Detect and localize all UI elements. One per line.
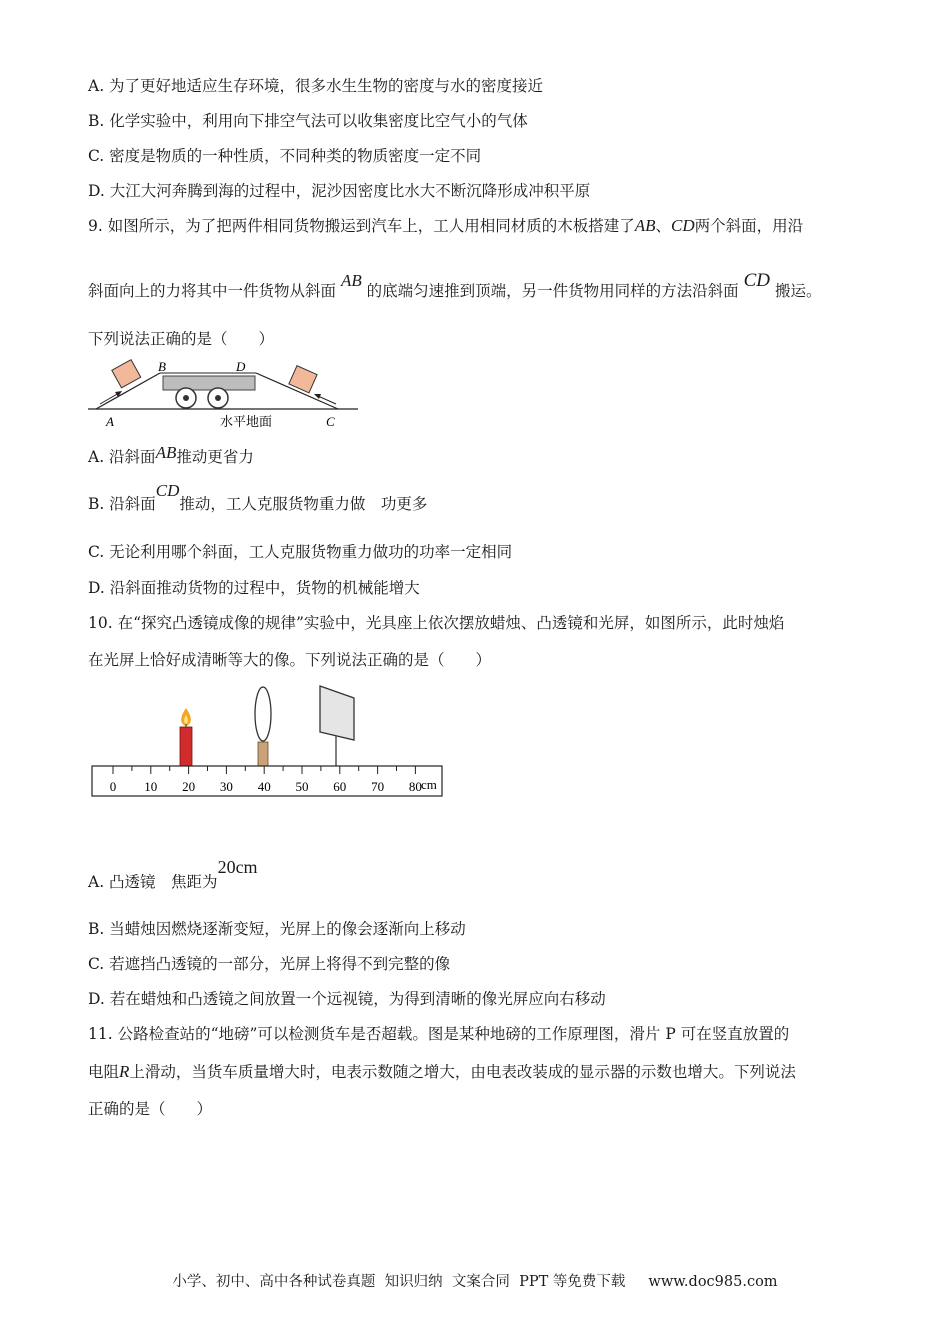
q9-option-d: D. 沿斜面推动货物的过程中，货物的机械能增大 [88, 579, 420, 597]
q9-option-a [88, 443, 254, 468]
q10-stem-line1: 10. 在“探究凸透镜成像的规律”实验中，光具座上依次摆放蜡烛、凸透镜和光屏，如图所示，此时烛焰 [88, 614, 785, 632]
q10-stem-line2: 在光屏上恰好成清晰等大的像。下列说法正确的是（ ） [88, 651, 492, 669]
q9-option-b-text-b: 推动，工人克服货物重力做 功更多 [179, 495, 428, 513]
push-arrow-left-head [115, 391, 122, 397]
q9-stem1-math-cd: CD [671, 216, 695, 235]
ruler-tick-label: 0 [109, 779, 117, 794]
page-footer: 小学、初中、高中各种试卷真题 知识归纳 文案合同 PPT 等免费下载 www.doc985.com [172, 1274, 778, 1290]
truck-bed [163, 376, 255, 390]
q9-stem2-text-b: 的底端匀速推到顶端，另一件货物用同样的方法沿斜面 [366, 282, 739, 300]
ramp-figure [88, 358, 363, 433]
q9-stem2-math-cd: CD [743, 270, 771, 291]
q10-option-a-math: 20cm [217, 857, 258, 877]
q10-option-c: C. 若遮挡凸透镜的一部分，光屏上将得不到完整的像 [88, 955, 451, 973]
q11-stem-line2 [88, 1061, 796, 1083]
ruler-tick-label: 80 [408, 779, 422, 794]
q11-stem2-text-a: 电阻 [88, 1063, 120, 1081]
label-c: C [326, 414, 335, 429]
q9-stem1-sep: 、 [655, 217, 672, 235]
q9-option-b-math: CD [155, 481, 180, 500]
ruler-tick-label: 50 [295, 779, 309, 794]
light-screen [320, 686, 354, 740]
push-arrow-left [100, 393, 119, 404]
optical-bench-figure [88, 680, 448, 800]
label-a: A [106, 414, 114, 429]
q9-option-a-text-b: 推动更省力 [176, 448, 254, 466]
q11-stem2-text-b: 上滑动，当货车质量增大时，电表示数随之增大，由电表改装成的显示器的示数也增大。下列说法 [129, 1063, 796, 1081]
ruler-tick-label: 10 [144, 779, 158, 794]
q9-option-b [88, 481, 428, 515]
ground-label: 水平地面 [220, 414, 273, 429]
label-d: D [236, 359, 246, 374]
q10-option-b: B. 当蜡烛因燃烧逐渐变短，光屏上的像会逐渐向上移动 [88, 920, 466, 938]
truck-hub-right [215, 395, 221, 401]
ruler-tick-label: 30 [219, 779, 233, 794]
ruler-tick-label: 70 [371, 779, 385, 794]
truck-hub-left [183, 395, 189, 401]
push-arrow-right-head [314, 394, 321, 399]
q9-stem1-math-ab: AB [634, 216, 656, 235]
cargo-box-left [112, 360, 141, 388]
push-arrow-right [318, 396, 336, 404]
q9-stem-line3: 下列说法正确的是（ ） [88, 330, 275, 348]
q10-option-a-text: A. 凸透镜 焦距为 [88, 873, 218, 891]
q9-stem1-text-b: 两个斜面，用沿 [694, 217, 804, 235]
candle-body [180, 727, 192, 766]
ruler-unit: cm [421, 777, 437, 792]
q9-option-a-math: AB [155, 443, 177, 462]
q9-stem2-text-c: 搬运。 [774, 282, 822, 300]
convex-lens [255, 687, 271, 741]
ruler-tick-label: 20 [182, 779, 196, 794]
q8-option-a: A. 为了更好地适应生存环境，很多水生生物的密度与水的密度接近 [88, 77, 544, 95]
q9-stem-line2 [88, 270, 822, 302]
q11-stem-line1: 11. 公路检查站的“地磅”可以检测货车是否超载。图是某种地磅的工作原理图，滑片 P 可在竖直放置的 [88, 1025, 790, 1043]
q9-stem2-math-ab: AB [340, 271, 362, 290]
candle-flame [181, 708, 191, 726]
q9-option-a-text: A. 沿斜面 [88, 448, 156, 466]
q11-stem-line3: 正确的是（ ） [88, 1100, 213, 1118]
lens-holder [258, 742, 268, 766]
q11-stem2-math-r: R [119, 1062, 130, 1081]
ruler-tick-label: 60 [333, 779, 347, 794]
q8-option-b: B. 化学实验中，利用向下排空气法可以收集密度比空气小的气体 [88, 112, 528, 130]
ruler-tick-label: 40 [257, 779, 271, 794]
q9-stem2-text-a: 斜面向上的力将其中一件货物从斜面 [88, 282, 337, 300]
label-b: B [158, 359, 166, 374]
q9-stem1-text-a: 9. 如图所示，为了把两件相同货物搬运到汽车上，工人用相同材质的木板搭建了 [88, 217, 635, 235]
q8-option-d: D. 大江大河奔腾到海的过程中，泥沙因密度比水大不断沉降形成冲积平原 [88, 182, 591, 200]
q9-stem-line1 [88, 215, 803, 237]
q9-option-b-text: B. 沿斜面 [88, 495, 156, 513]
q10-option-d: D. 若在蜡烛和凸透镜之间放置一个远视镜，为得到清晰的像光屏应向右移动 [88, 990, 606, 1008]
q9-option-c: C. 无论利用哪个斜面，工人克服货物重力做功的功率一定相同 [88, 543, 513, 561]
q8-option-c: C. 密度是物质的一种性质，不同种类的物质密度一定不同 [88, 147, 482, 165]
q10-option-a [88, 857, 258, 893]
